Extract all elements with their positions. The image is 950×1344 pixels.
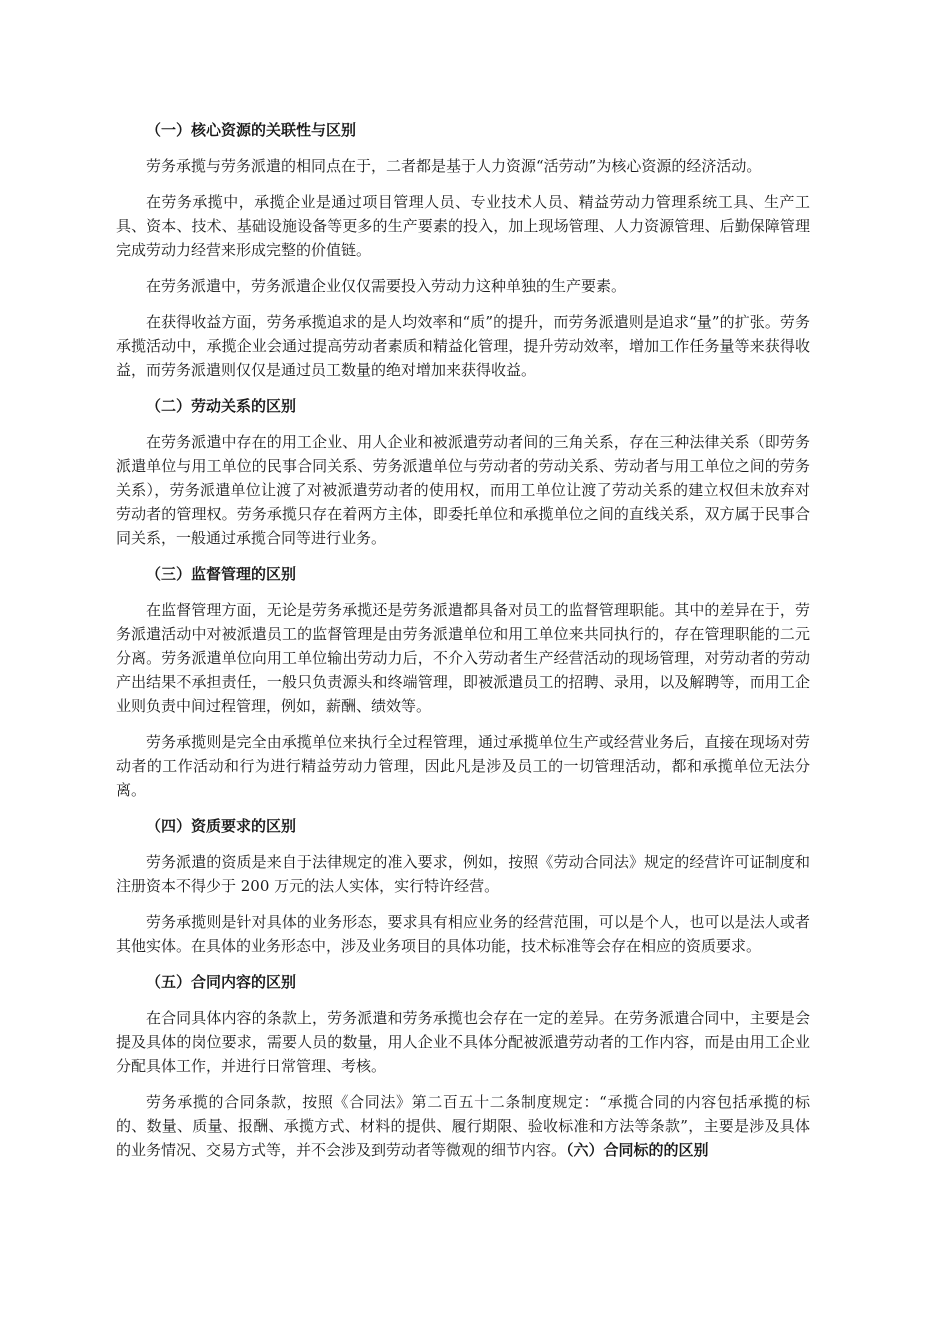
section-heading-2: （二）劳动关系的区别 (146, 397, 297, 415)
paragraph: 劳务承揽则是针对具体的业务形态，要求具有相应业务的经营范围，可以是个人，也可以是法人或者其他实体。在具体的业务形态中，涉及业务项目的具体功能，技术标准等会存在相应的资质要求。 (116, 913, 810, 955)
paragraph: 劳务承揽与劳务派遣的相同点在于，二者都是基于人力资源“活劳动”为核心资源的经济活动。 (146, 157, 762, 175)
paragraph: 在合同具体内容的条款上，劳务派遣和劳务承揽也会存在一定的差异。在劳务派遣合同中，主要是会提及具体的岗位要求，需要人员的数量，用人企业不具体分配被派遣劳动者的工作内容，而是由用工企业分配具体工作，并进行日常管理、考核。 (116, 1009, 810, 1075)
paragraph: 劳务承揽则是完全由承揽单位来执行全过程管理，通过承揽单位生产或经营业务后，直接在现场对劳动者的工作活动和行为进行精益劳动力管理，因此凡是涉及员工的一切管理活动，都和承揽单位无法分离。 (116, 733, 810, 799)
section-heading-1: （一）核心资源的关联性与区别 (146, 121, 357, 139)
paragraph: 在获得收益方面，劳务承揽追求的是人均效率和“质”的提升，而劳务派遣则是追求“量”的扩张。劳务承揽活动中，承揽企业会通过提高劳动者素质和精益化管理，提升劳动效率，增加工作任务量等来获得收益，而劳务派遣则仅仅是通过员工数量的绝对增加来获得收益。 (116, 313, 810, 379)
paragraph: 在劳务派遣中，劳务派遣企业仅仅需要投入劳动力这种单独的生产要素。 (146, 277, 627, 295)
paragraph: 在劳务派遣中存在的用工企业、用人企业和被派遣劳动者间的三角关系，存在三种法律关系（即劳务派遣单位与用工单位的民事合同关系、劳务派遣单位与劳动者的劳动关系、劳动者与用工单位之间的劳务关系），劳务派遣单位让渡了对被派遣劳动者的使用权，而用工单位让渡了劳动关系的建立权但未放弃对劳动者的管理权。劳务承揽只存在着两方主体，即委托单位和承揽单位之间的直线关系，双方属于民事合同关系，一般通过承揽合同等进行业务。 (116, 433, 810, 547)
section-heading-4: （四）资质要求的区别 (146, 817, 297, 835)
paragraph (116, 1090, 810, 1162)
document-body (116, 118, 810, 1174)
section-heading-6: （六）合同标的的区别 (566, 1141, 709, 1159)
section-heading-5: （五）合同内容的区别 (146, 973, 297, 991)
section-heading-3: （三）监督管理的区别 (146, 565, 297, 583)
paragraph: 劳务派遣的资质是来自于法律规定的准入要求，例如，按照《劳动合同法》规定的经营许可证制度和注册资本不得少于 200 万元的法人实体，实行特许经营。 (116, 853, 810, 895)
paragraph-text: 劳务承揽的合同条款，按照《合同法》第二百五十二条制度规定：“承揽合同的内容包括承揽的标的、数量、质量、报酬、承揽方式、材料的提供、履行期限、验收标准和方法等条款”，主要是涉及具体的业务情况、交易方式等，并不会涉及到劳动者等微观的细节内容。 (116, 1093, 810, 1159)
paragraph: 在劳务承揽中，承揽企业是通过项目管理人员、专业技术人员、精益劳动力管理系统工具、生产工具、资本、技术、基础设施设备等更多的生产要素的投入，加上现场管理、人力资源管理、后勤保障管理完成劳动力经营来形成完整的价值链。 (116, 193, 810, 259)
paragraph: 在监督管理方面，无论是劳务承揽还是劳务派遣都具备对员工的监督管理职能。其中的差异在于，劳务派遣活动中对被派遣员工的监督管理是由劳务派遣单位和用工单位来共同执行的，存在管理职能的二元分离。劳务派遣单位向用工单位输出劳动力后，不介入劳动者生产经营活动的现场管理，对劳动者的劳动产出结果不承担责任，一般只负责源头和终端管理，即被派遣员工的招聘、录用，以及解聘等，而用工企业则负责中间过程管理，例如，薪酬、绩效等。 (116, 601, 810, 715)
